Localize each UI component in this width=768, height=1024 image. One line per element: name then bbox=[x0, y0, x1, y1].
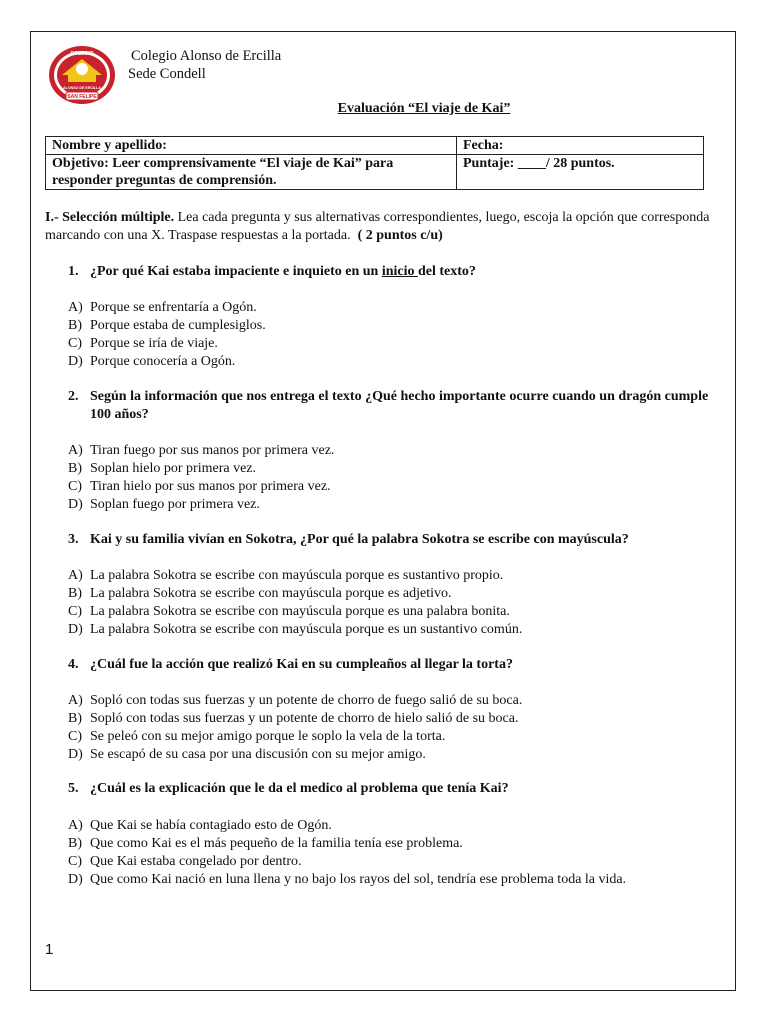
page-number: 1 bbox=[45, 941, 54, 958]
options-1 bbox=[68, 299, 728, 371]
option-1a[interactable]: A) Porque se enfrentaría a Ogón. bbox=[68, 300, 257, 315]
option-4a[interactable]: A) Sopló con todas sus fuerzas y un potente de chorro de fuego salió de su boca. bbox=[68, 693, 523, 708]
option-5a[interactable]: A) Que Kai se había contagiado esto de Ogón. bbox=[68, 818, 332, 833]
option-2a[interactable]: A) Tiran fuego por sus manos por primera vez. bbox=[68, 443, 335, 458]
question-2 bbox=[68, 388, 718, 424]
option-2b[interactable]: B) Soplan hielo por primera vez. bbox=[68, 461, 257, 476]
info-table bbox=[45, 136, 704, 190]
question-number: 1. bbox=[68, 264, 79, 279]
logo-text-bottom: SAN FELIPE bbox=[67, 94, 97, 100]
option-4d[interactable]: D) Se escapó de su casa por una discusión con su mejor amigo. bbox=[68, 747, 426, 762]
question-1 bbox=[68, 263, 718, 281]
logo-text-mid: ALONSO DE ERCILLA bbox=[63, 86, 101, 90]
question-number: 3. bbox=[68, 532, 79, 547]
question-5 bbox=[68, 780, 718, 798]
school-line-2: Sede Condell bbox=[128, 66, 206, 82]
objective-cell: Objetivo: Leer comprensivamente “El viaje de Kai” para responder preguntas de comprensión. bbox=[46, 155, 457, 190]
option-5c[interactable]: C) Que Kai estaba congelado por dentro. bbox=[68, 854, 302, 869]
instructions-text: Lea cada pregunta y sus alternativas correspondientes, luego, escoja la opción que corresponda marcando con una X. Traspase respuestas a la portada. bbox=[45, 210, 710, 243]
school-logo bbox=[48, 45, 116, 105]
name-field[interactable]: Nombre y apellido: bbox=[46, 137, 457, 155]
points-note: ( 2 puntos c/u) bbox=[357, 228, 443, 243]
table-row bbox=[46, 155, 704, 190]
option-2d[interactable]: D) Soplan fuego por primera vez. bbox=[68, 497, 260, 512]
options-5 bbox=[68, 817, 728, 889]
underlined-word: inicio bbox=[381, 264, 418, 279]
option-3c[interactable]: C) La palabra Sokotra se escribe con mayúscula porque es una palabra bonita. bbox=[68, 604, 510, 619]
question-3 bbox=[68, 531, 718, 549]
options-4 bbox=[68, 692, 728, 764]
table-row bbox=[46, 137, 704, 155]
option-5b[interactable]: B) Que como Kai es el más pequeño de la familia tenía ese problema. bbox=[68, 836, 463, 851]
option-1c[interactable]: C) Porque se iría de viaje. bbox=[68, 336, 218, 351]
question-number: 5. bbox=[68, 781, 79, 796]
option-3a[interactable]: A) La palabra Sokotra se escribe con mayúscula porque es sustantivo propio. bbox=[68, 568, 504, 583]
option-1d[interactable]: D) Porque conocería a Ogón. bbox=[68, 354, 236, 369]
school-line-1: Colegio Alonso de Ercilla bbox=[131, 48, 282, 64]
question-4 bbox=[68, 656, 718, 674]
school-name bbox=[128, 47, 281, 83]
option-4b[interactable]: B) Sopló con todas sus fuerzas y un potente de chorro de hielo salió de su boca. bbox=[68, 711, 519, 726]
option-2c[interactable]: C) Tiran hielo por sus manos por primera vez. bbox=[68, 479, 331, 494]
option-3b[interactable]: B) La palabra Sokotra se escribe con mayúscula porque es adjetivo. bbox=[68, 586, 452, 601]
option-5d[interactable]: D) Que como Kai nació en luna llena y no bajo los rayos del sol, tendría ese problema toda la vida. bbox=[68, 872, 627, 887]
option-4c[interactable]: C) Se peleó con su mejor amigo porque le soplo la vela de la torta. bbox=[68, 729, 446, 744]
logo-text-top: COLEGIO bbox=[70, 51, 94, 57]
options-2 bbox=[68, 442, 728, 514]
question-number: 2. bbox=[68, 389, 79, 404]
option-1b[interactable]: B) Porque estaba de cumplesiglos. bbox=[68, 318, 266, 333]
section-instructions bbox=[45, 209, 715, 245]
question-text: Kai y su familia vivían en Sokotra, ¿Por qué la palabra Sokotra se escribe con mayúscula? bbox=[90, 532, 629, 547]
option-3d[interactable]: D) La palabra Sokotra se escribe con mayúscula porque es un sustantivo común. bbox=[68, 622, 523, 637]
section-heading: I.- Selección múltiple. bbox=[45, 210, 175, 225]
question-text: ¿Cuál es la explicación que le da el medico al problema que tenía Kai? bbox=[90, 781, 509, 796]
score-field[interactable]: Puntaje: ____/ 28 puntos. bbox=[457, 155, 704, 190]
question-number: 4. bbox=[68, 657, 79, 672]
question-text: ¿Cuál fue la acción que realizó Kai en su cumpleaños al llegar la torta? bbox=[90, 657, 513, 672]
question-text: ¿Por qué Kai estaba impaciente e inquieto en un inicio del texto? bbox=[90, 264, 476, 279]
options-3 bbox=[68, 567, 728, 639]
question-text: Según la información que nos entrega el texto ¿Qué hecho importante ocurre cuando un dragón cumple 100 años? bbox=[90, 389, 709, 422]
date-field[interactable]: Fecha: bbox=[457, 137, 704, 155]
evaluation-title: Evaluación “El viaje de Kai” bbox=[337, 101, 511, 116]
